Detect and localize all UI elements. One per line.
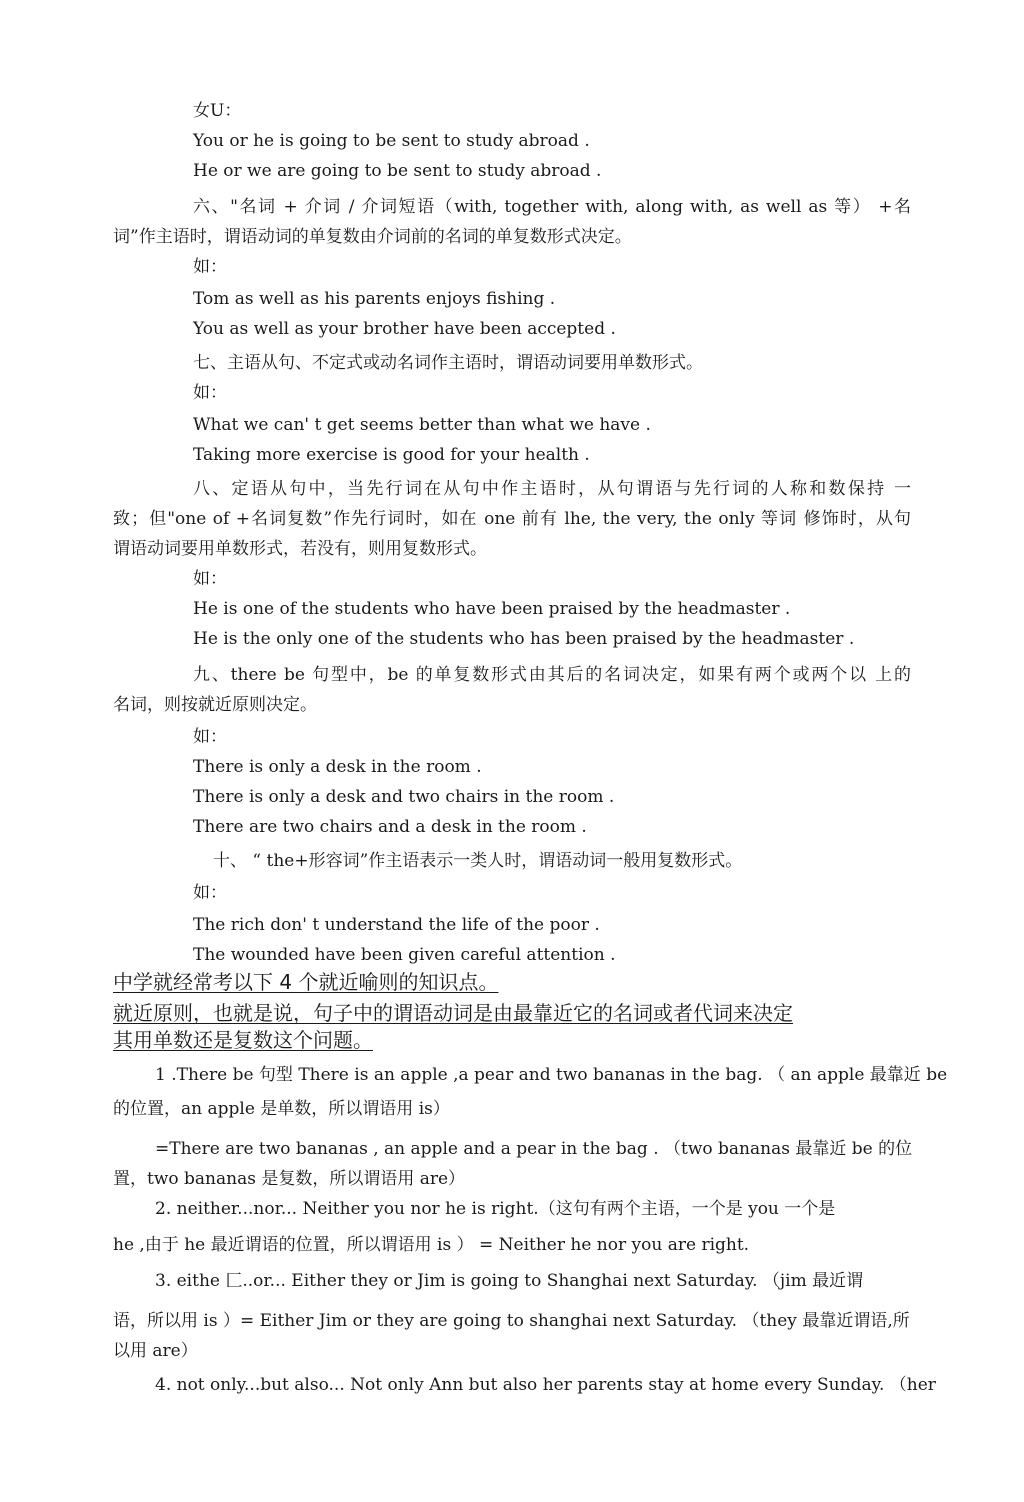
- text-line: 1 .There be 句型 There is an apple ,a pear and two bananas in the bag. （ an apple 最靠近 be: [155, 1065, 948, 1085]
- text-line: There are two chairs and a desk in the room .: [193, 817, 587, 837]
- heading-line: 中学就经常考以下 4 个就近喻则的知识点。: [113, 970, 499, 994]
- text-line: 3. eithe 匚..or... Either they or Jim is going to Shanghai next Saturday. （jim 最近谓: [155, 1271, 864, 1291]
- text-line: 九、there be 句型中，be 的单复数形式由其后的名词决定，如果有两个或两个以 上的: [193, 665, 911, 685]
- text-line: Tom as well as his parents enjoys fishing .: [193, 289, 556, 309]
- text-line: =There are two bananas , an apple and a pear in the bag . （two bananas 最靠近 be 的位: [155, 1139, 913, 1159]
- text-line: 六、"名词 + 介词 / 介词短语（with, together with, along with, as well as 等） +名: [193, 197, 911, 217]
- text-line: He is the only one of the students who has been praised by the headmaster .: [193, 629, 855, 649]
- heading-line: 就近原则，也就是说，句子中的谓语动词是由最靠近它的名词或者代词来决定: [113, 1001, 793, 1025]
- text-line: 4. not only...but also... Not only Ann but also her parents stay at home every Sunday. （her: [155, 1375, 936, 1395]
- text-line: he ,由于 he 最近谓语的位置，所以谓语用 is ） = Neither he nor you are right.: [113, 1235, 750, 1255]
- text-line: 语，所以用 is ）= Either Jim or they are going to shanghai next Saturday. （they 最靠近谓语,所: [113, 1311, 910, 1331]
- text-line: 以用 are）: [113, 1341, 198, 1361]
- text-line: There is only a desk and two chairs in the room .: [193, 787, 615, 807]
- text-line: 2. neither...nor... Neither you nor he is right.（这句有两个主语，一个是 you 一个是: [155, 1199, 836, 1219]
- text-line: 如：: [193, 257, 227, 277]
- text-line: Taking more exercise is good for your health .: [193, 445, 590, 465]
- text-line: You or he is going to be sent to study abroad .: [193, 131, 590, 151]
- text-line: There is only a desk in the room .: [193, 757, 482, 777]
- text-line: 名词，则按就近原则决定。: [113, 695, 317, 715]
- text-line: 致；但"one of +名词复数”作先行词时，如在 one 前有 lhe, the very, the only 等词 修饰时，从句: [113, 509, 911, 529]
- heading-line: 其用单数还是复数这个问题。: [113, 1028, 373, 1052]
- text-line: 女U：: [193, 101, 242, 121]
- text-line: He or we are going to be sent to study abroad .: [193, 161, 602, 181]
- text-line: 如：: [193, 727, 227, 747]
- text-line: The rich don' t understand the life of the poor .: [193, 915, 600, 935]
- text-line: The wounded have been given careful attention .: [193, 945, 616, 965]
- text-line: You as well as your brother have been accepted .: [193, 319, 616, 339]
- text-line: 如：: [193, 883, 227, 903]
- text-line: 如：: [193, 383, 227, 403]
- text-line: What we can' t get seems better than what we have .: [193, 415, 651, 435]
- text-line: 七、主语从句、不定式或动名词作主语时，谓语动词要用单数形式。: [193, 353, 703, 373]
- text-line: 如：: [193, 569, 227, 589]
- text-line: 八、定语从句中，当先行词在从句中作主语时，从句谓语与先行词的人称和数保持 一: [193, 479, 911, 499]
- text-line: 谓语动词要用单数形式，若没有，则用复数形式。: [113, 539, 487, 559]
- text-line: 词”作主语时，谓语动词的单复数由介词前的名词的单复数形式决定。: [113, 227, 632, 247]
- text-line: 的位置，an apple 是单数，所以谓语用 is）: [113, 1099, 450, 1119]
- text-line: 置，two bananas 是复数，所以谓语用 are）: [113, 1169, 466, 1189]
- text-line: 十、 “ the+形容词”作主语表示一类人时，谓语动词一般用复数形式。: [213, 851, 743, 871]
- text-line: He is one of the students who have been praised by the headmaster .: [193, 599, 791, 619]
